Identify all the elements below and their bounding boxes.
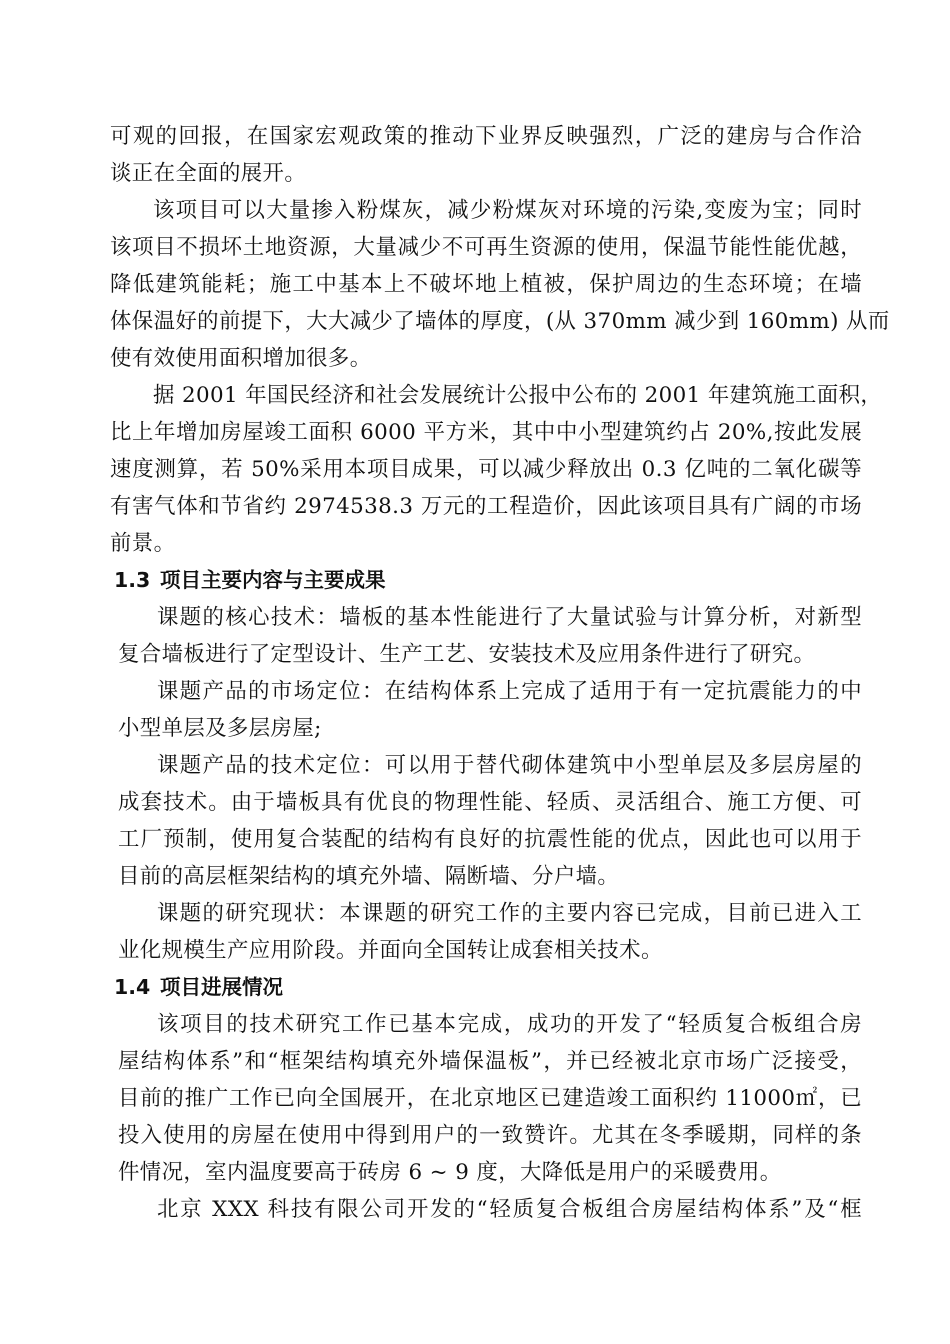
text-line: 体保温好的前提下，大大减少了墙体的厚度，(从 370mm 减少到 160mm) 从而 <box>110 309 890 334</box>
text-line: 课题产品的市场定位：在结构体系上完成了适用于有一定抗震能力的中 <box>157 679 862 704</box>
text-line: 北京 XXX 科技有限公司开发的“轻质复合板组合房屋结构体系”及“框 <box>157 1197 862 1222</box>
text-line: 降低建筑能耗；施工中基本上不破坏地上植被，保护周边的生态环境；在墙 <box>110 272 862 297</box>
text-line: 谈正在全面的展开。 <box>110 161 307 186</box>
paragraph-market-positioning <box>118 673 862 747</box>
section-title: 项目进展情况 <box>160 975 283 999</box>
text-line: 屋结构体系”和“框架结构填充外墙保温板”，并已经被北京市场广泛接受， <box>118 1049 862 1074</box>
text-line: 目前的推广工作已向全国展开，在北京地区已建造竣工面积约 11000㎡，已 <box>118 1086 862 1111</box>
paragraph-company-development <box>118 1191 862 1228</box>
section-heading-1-4 <box>110 969 862 1006</box>
text-line: 可观的回报，在国家宏观政策的推动下业界反映强烈，广泛的建房与合作洽 <box>110 124 862 149</box>
document-body <box>110 118 890 1228</box>
text-line: 复合墙板进行了定型设计、生产工艺、安装技术及应用条件进行了研究。 <box>118 642 816 667</box>
text-line: 件情况，室内温度要高于砖房 6 ~ 9 度，大降低是用户的采暖费用。 <box>118 1160 782 1185</box>
paragraph-statistics <box>110 377 883 562</box>
text-line: 目前的高层框架结构的填充外墙、隔断墙、分户墙。 <box>118 864 620 889</box>
paragraph-fly-ash-benefits <box>110 192 890 377</box>
section-body-1-3 <box>110 599 862 969</box>
text-line: 该项目的技术研究工作已基本完成，成功的开发了“轻质复合板组合房 <box>157 1012 862 1037</box>
text-line: 前景。 <box>110 531 176 556</box>
text-line: 工厂预制，使用复合装配的结构有良好的抗震性能的优点，因此也可以用于 <box>118 827 862 852</box>
text-line: 该项目不损坏土地资源，大量减少不可再生资源的使用，保温节能性能优越， <box>110 235 862 260</box>
paragraph-core-technology <box>118 599 862 673</box>
text-line: 该项目可以大量掺入粉煤灰，减少粉煤灰对环境的污染,变废为宝；同时 <box>153 198 862 223</box>
text-line: 课题的研究现状：本课题的研究工作的主要内容已完成，目前已进入工 <box>157 901 862 926</box>
text-line: 比上年增加房屋竣工面积 6000 平方米，其中中小型建筑约占 20%,按此发展 <box>110 420 862 445</box>
text-line: 课题的核心技术：墙板的基本性能进行了大量试验与计算分析，对新型 <box>157 605 862 630</box>
paragraph-market-return <box>110 118 862 192</box>
text-line: 速度测算，若 50%采用本项目成果，可以减少释放出 0.3 亿吨的二氧化碳等 <box>110 457 862 482</box>
text-line: 有害气体和节省约 2974538.3 万元的工程造价，因此该项目具有广阔的市场 <box>110 494 862 519</box>
text-line: 小型单层及多层房屋; <box>118 716 322 741</box>
section-body-1-4 <box>110 1006 862 1228</box>
section-number: 1.3 <box>114 568 151 592</box>
text-line: 据 2001 年国民经济和社会发展统计公报中公布的 2001 年建筑施工面积， <box>153 383 883 408</box>
section-title: 项目主要内容与主要成果 <box>160 568 386 592</box>
paragraph-research-status <box>118 895 862 969</box>
text-line: 课题产品的技术定位：可以用于替代砌体建筑中小型单层及多层房屋的 <box>157 753 862 778</box>
text-line: 成套技术。由于墙板具有优良的物理性能、轻质、灵活组合、施工方便、可 <box>118 790 862 815</box>
section-heading-1-3 <box>110 562 862 599</box>
text-line: 投入使用的房屋在使用中得到用户的一致赞许。尤其在冬季暖期，同样的条 <box>118 1123 862 1148</box>
text-line: 使有效使用面积增加很多。 <box>110 346 372 371</box>
section-number: 1.4 <box>114 975 151 999</box>
text-line: 业化规模生产应用阶段。并面向全国转让成套相关技术。 <box>118 938 663 963</box>
paragraph-progress <box>118 1006 862 1191</box>
paragraph-technical-positioning <box>118 747 862 895</box>
